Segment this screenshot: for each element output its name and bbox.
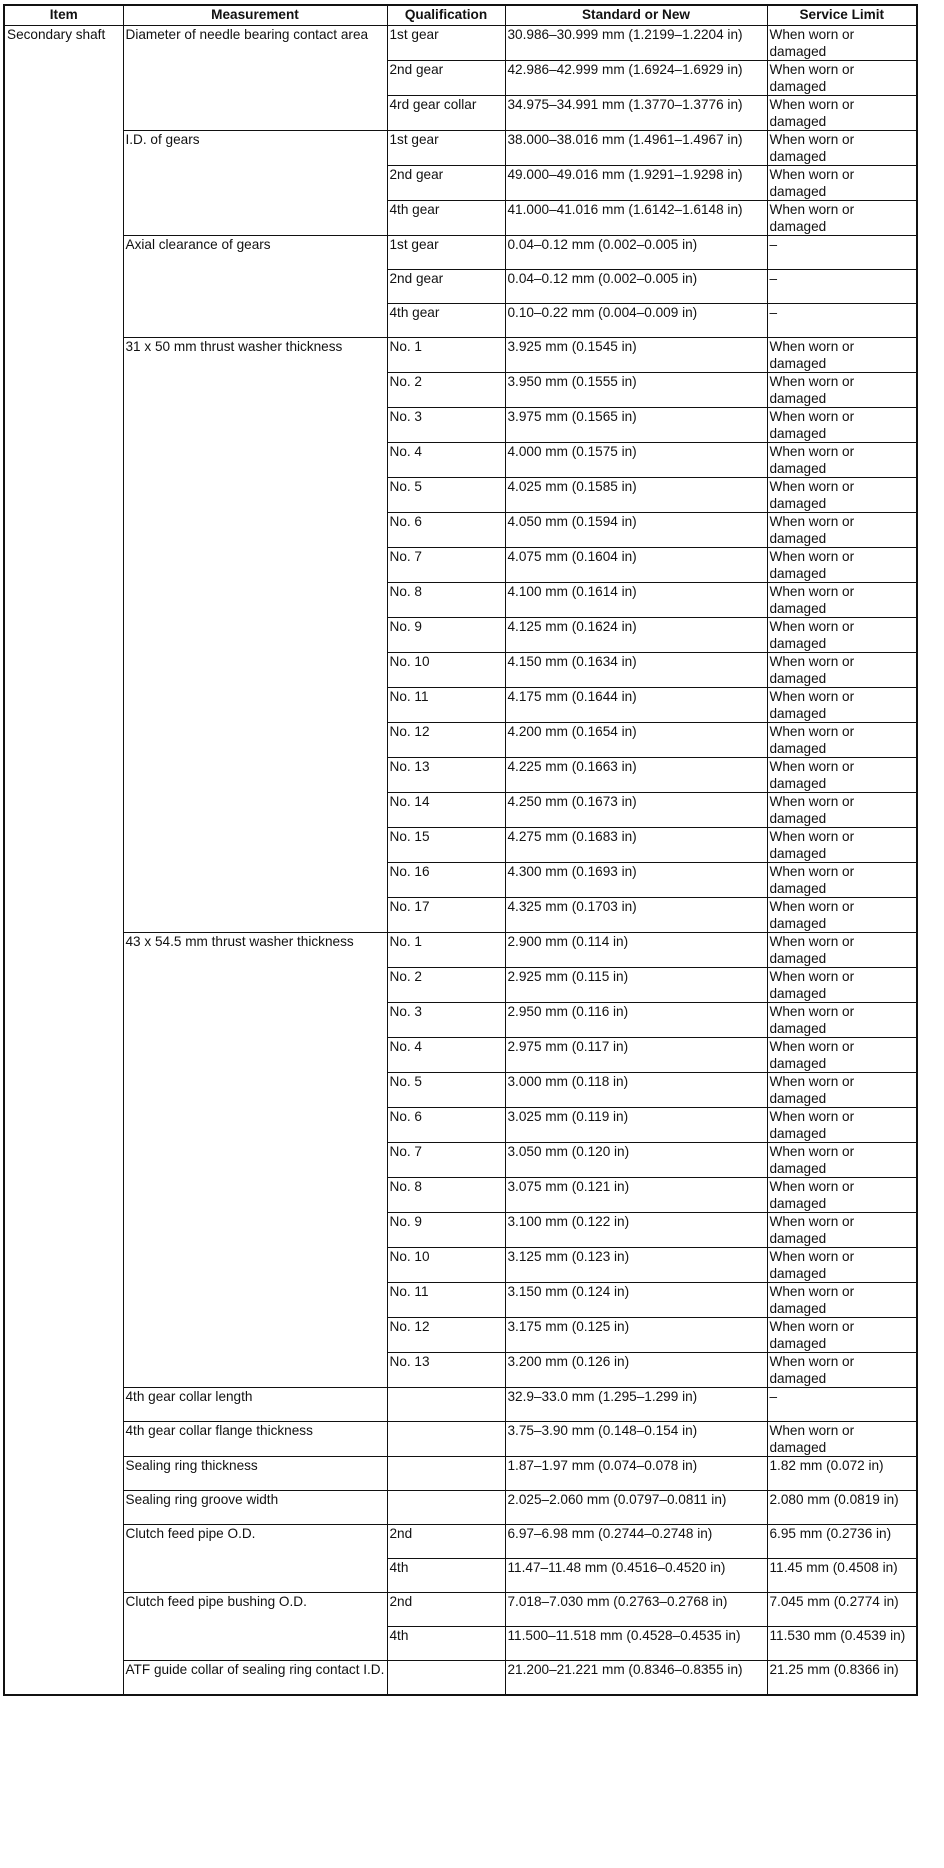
table-row: [4, 1525, 917, 1559]
standard-cell: 3.025 mm (0.119 in): [505, 1108, 767, 1143]
service-limit-cell: 21.25 mm (0.8366 in): [767, 1661, 917, 1695]
service-limit-cell: When worn or damaged: [767, 478, 917, 513]
table-row: [4, 1491, 917, 1525]
measurement-cell: ATF guide collar of sealing ring contact I.D.: [123, 1661, 387, 1695]
table-row: [4, 1457, 917, 1491]
service-limit-cell: When worn or damaged: [767, 688, 917, 723]
qualification-cell: No. 12: [387, 723, 505, 758]
service-limit-cell: When worn or damaged: [767, 1038, 917, 1073]
qualification-cell: 4th gear: [387, 304, 505, 338]
standard-cell: 6.97–6.98 mm (0.2744–0.2748 in): [505, 1525, 767, 1559]
standard-cell: 3.125 mm (0.123 in): [505, 1248, 767, 1283]
qualification-cell: 4rd gear collar: [387, 96, 505, 131]
qualification-cell: 2nd gear: [387, 270, 505, 304]
service-limit-cell: When worn or damaged: [767, 793, 917, 828]
service-limit-cell: When worn or damaged: [767, 443, 917, 478]
service-limit-cell: –: [767, 270, 917, 304]
qualification-cell: No. 5: [387, 1073, 505, 1108]
qualification-cell: No. 1: [387, 338, 505, 373]
service-limit-cell: When worn or damaged: [767, 373, 917, 408]
measurement-cell: 43 x 54.5 mm thrust washer thickness: [123, 933, 387, 1388]
standard-cell: 3.75–3.90 mm (0.148–0.154 in): [505, 1422, 767, 1457]
service-limit-cell: 2.080 mm (0.0819 in): [767, 1491, 917, 1525]
service-limit-cell: When worn or damaged: [767, 61, 917, 96]
item-cell: Secondary shaft: [4, 26, 123, 1695]
qualification-cell: No. 8: [387, 1178, 505, 1213]
table-row: [4, 1661, 917, 1695]
header-measurement: Measurement: [123, 5, 387, 26]
service-limit-cell: When worn or damaged: [767, 338, 917, 373]
standard-cell: 0.10–0.22 mm (0.004–0.009 in): [505, 304, 767, 338]
qualification-cell: No. 3: [387, 408, 505, 443]
qualification-cell: 2nd gear: [387, 61, 505, 96]
table-row: [4, 26, 917, 61]
service-limit-cell: When worn or damaged: [767, 863, 917, 898]
service-limit-cell: When worn or damaged: [767, 898, 917, 933]
standard-cell: 4.125 mm (0.1624 in): [505, 618, 767, 653]
service-limit-cell: When worn or damaged: [767, 548, 917, 583]
table-row: [4, 933, 917, 968]
standard-cell: 30.986–30.999 mm (1.2199–1.2204 in): [505, 26, 767, 61]
qualification-cell: No. 11: [387, 688, 505, 723]
service-limit-cell: When worn or damaged: [767, 653, 917, 688]
measurement-cell: I.D. of gears: [123, 131, 387, 236]
measurement-cell: Clutch feed pipe bushing O.D.: [123, 1593, 387, 1661]
standard-cell: 2.900 mm (0.114 in): [505, 933, 767, 968]
header-standard: Standard or New: [505, 5, 767, 26]
table-row: [4, 236, 917, 270]
standard-cell: 4.175 mm (0.1644 in): [505, 688, 767, 723]
service-limit-cell: When worn or damaged: [767, 1353, 917, 1388]
standard-cell: 4.075 mm (0.1604 in): [505, 548, 767, 583]
qualification-cell: No. 1: [387, 933, 505, 968]
standard-cell: 11.47–11.48 mm (0.4516–0.4520 in): [505, 1559, 767, 1593]
service-limit-cell: When worn or damaged: [767, 828, 917, 863]
standard-cell: 3.100 mm (0.122 in): [505, 1213, 767, 1248]
service-limit-cell: When worn or damaged: [767, 1003, 917, 1038]
service-limit-cell: 11.45 mm (0.4508 in): [767, 1559, 917, 1593]
qualification-cell: No. 17: [387, 898, 505, 933]
qualification-cell: No. 10: [387, 1248, 505, 1283]
standard-cell: 3.000 mm (0.118 in): [505, 1073, 767, 1108]
qualification-cell: No. 6: [387, 513, 505, 548]
standard-cell: 34.975–34.991 mm (1.3770–1.3776 in): [505, 96, 767, 131]
service-limit-cell: When worn or damaged: [767, 1318, 917, 1353]
standard-cell: 4.325 mm (0.1703 in): [505, 898, 767, 933]
standard-cell: 4.200 mm (0.1654 in): [505, 723, 767, 758]
standard-cell: 2.925 mm (0.115 in): [505, 968, 767, 1003]
measurement-cell: Axial clearance of gears: [123, 236, 387, 338]
qualification-cell: No. 7: [387, 1143, 505, 1178]
qualification-cell: No. 10: [387, 653, 505, 688]
qualification-cell: [387, 1457, 505, 1491]
standard-cell: 4.050 mm (0.1594 in): [505, 513, 767, 548]
table-row: [4, 338, 917, 373]
standard-cell: 3.075 mm (0.121 in): [505, 1178, 767, 1213]
header-qualification: Qualification: [387, 5, 505, 26]
qualification-cell: No. 9: [387, 1213, 505, 1248]
qualification-cell: No. 11: [387, 1283, 505, 1318]
service-limit-cell: –: [767, 304, 917, 338]
qualification-cell: 2nd gear: [387, 166, 505, 201]
standard-cell: 4.250 mm (0.1673 in): [505, 793, 767, 828]
service-limit-cell: When worn or damaged: [767, 1108, 917, 1143]
service-limit-cell: When worn or damaged: [767, 758, 917, 793]
standard-cell: 0.04–0.12 mm (0.002–0.005 in): [505, 270, 767, 304]
standard-cell: 3.050 mm (0.120 in): [505, 1143, 767, 1178]
table-row: [4, 1593, 917, 1627]
qualification-cell: 2nd: [387, 1525, 505, 1559]
service-limit-cell: When worn or damaged: [767, 408, 917, 443]
qualification-cell: No. 5: [387, 478, 505, 513]
qualification-cell: 4th: [387, 1559, 505, 1593]
standard-cell: 3.950 mm (0.1555 in): [505, 373, 767, 408]
qualification-cell: 1st gear: [387, 131, 505, 166]
service-limit-cell: When worn or damaged: [767, 618, 917, 653]
table-body: [4, 26, 917, 1695]
qualification-cell: No. 2: [387, 373, 505, 408]
measurement-cell: 4th gear collar length: [123, 1388, 387, 1422]
service-limit-cell: When worn or damaged: [767, 1422, 917, 1457]
qualification-cell: 2nd: [387, 1593, 505, 1627]
standard-cell: 32.9–33.0 mm (1.295–1.299 in): [505, 1388, 767, 1422]
standard-cell: 21.200–21.221 mm (0.8346–0.8355 in): [505, 1661, 767, 1695]
qualification-cell: No. 7: [387, 548, 505, 583]
standard-cell: 38.000–38.016 mm (1.4961–1.4967 in): [505, 131, 767, 166]
service-limit-cell: When worn or damaged: [767, 131, 917, 166]
qualification-cell: No. 9: [387, 618, 505, 653]
standard-cell: 2.975 mm (0.117 in): [505, 1038, 767, 1073]
standard-cell: 1.87–1.97 mm (0.074–0.078 in): [505, 1457, 767, 1491]
standard-cell: 4.150 mm (0.1634 in): [505, 653, 767, 688]
qualification-cell: 1st gear: [387, 26, 505, 61]
service-limit-cell: 1.82 mm (0.072 in): [767, 1457, 917, 1491]
measurement-cell: Sealing ring thickness: [123, 1457, 387, 1491]
qualification-cell: [387, 1422, 505, 1457]
service-limit-cell: 7.045 mm (0.2774 in): [767, 1593, 917, 1627]
service-limit-cell: When worn or damaged: [767, 96, 917, 131]
service-limit-cell: When worn or damaged: [767, 1283, 917, 1318]
service-limit-cell: When worn or damaged: [767, 583, 917, 618]
standard-cell: 3.975 mm (0.1565 in): [505, 408, 767, 443]
measurement-cell: Clutch feed pipe O.D.: [123, 1525, 387, 1593]
standard-cell: 3.150 mm (0.124 in): [505, 1283, 767, 1318]
measurement-cell: 31 x 50 mm thrust washer thickness: [123, 338, 387, 933]
service-limit-cell: When worn or damaged: [767, 1143, 917, 1178]
standard-cell: 2.025–2.060 mm (0.0797–0.0811 in): [505, 1491, 767, 1525]
table-row: [4, 1388, 917, 1422]
qualification-cell: No. 6: [387, 1108, 505, 1143]
qualification-cell: No. 13: [387, 1353, 505, 1388]
header-service-limit: Service Limit: [767, 5, 917, 26]
qualification-cell: [387, 1661, 505, 1695]
service-limit-cell: When worn or damaged: [767, 201, 917, 236]
standard-cell: 42.986–42.999 mm (1.6924–1.6929 in): [505, 61, 767, 96]
service-limit-cell: When worn or damaged: [767, 1248, 917, 1283]
qualification-cell: 4th: [387, 1627, 505, 1661]
standard-cell: 7.018–7.030 mm (0.2763–0.2768 in): [505, 1593, 767, 1627]
standard-cell: 3.925 mm (0.1545 in): [505, 338, 767, 373]
measurement-cell: 4th gear collar flange thickness: [123, 1422, 387, 1457]
service-limit-cell: When worn or damaged: [767, 1178, 917, 1213]
qualification-cell: No. 2: [387, 968, 505, 1003]
qualification-cell: No. 4: [387, 443, 505, 478]
table-row: [4, 131, 917, 166]
qualification-cell: No. 12: [387, 1318, 505, 1353]
service-limit-cell: When worn or damaged: [767, 968, 917, 1003]
specification-table: [3, 4, 918, 1696]
standard-cell: 41.000–41.016 mm (1.6142–1.6148 in): [505, 201, 767, 236]
service-limit-cell: When worn or damaged: [767, 1213, 917, 1248]
standard-cell: 2.950 mm (0.116 in): [505, 1003, 767, 1038]
measurement-cell: Diameter of needle bearing contact area: [123, 26, 387, 131]
qualification-cell: 1st gear: [387, 236, 505, 270]
qualification-cell: [387, 1388, 505, 1422]
qualification-cell: No. 4: [387, 1038, 505, 1073]
standard-cell: 11.500–11.518 mm (0.4528–0.4535 in): [505, 1627, 767, 1661]
standard-cell: 4.000 mm (0.1575 in): [505, 443, 767, 478]
service-limit-cell: 11.530 mm (0.4539 in): [767, 1627, 917, 1661]
qualification-cell: 4th gear: [387, 201, 505, 236]
service-limit-cell: When worn or damaged: [767, 933, 917, 968]
header-item: Item: [4, 5, 123, 26]
qualification-cell: No. 15: [387, 828, 505, 863]
qualification-cell: No. 16: [387, 863, 505, 898]
qualification-cell: [387, 1491, 505, 1525]
qualification-cell: No. 14: [387, 793, 505, 828]
service-limit-cell: When worn or damaged: [767, 723, 917, 758]
standard-cell: 4.100 mm (0.1614 in): [505, 583, 767, 618]
service-limit-cell: When worn or damaged: [767, 26, 917, 61]
service-limit-cell: When worn or damaged: [767, 1073, 917, 1108]
standard-cell: 4.225 mm (0.1663 in): [505, 758, 767, 793]
standard-cell: 0.04–0.12 mm (0.002–0.005 in): [505, 236, 767, 270]
standard-cell: 4.300 mm (0.1693 in): [505, 863, 767, 898]
measurement-cell: Sealing ring groove width: [123, 1491, 387, 1525]
service-limit-cell: When worn or damaged: [767, 166, 917, 201]
standard-cell: 49.000–49.016 mm (1.9291–1.9298 in): [505, 166, 767, 201]
service-limit-cell: When worn or damaged: [767, 513, 917, 548]
service-limit-cell: –: [767, 236, 917, 270]
header-row: [4, 5, 917, 26]
service-limit-cell: 6.95 mm (0.2736 in): [767, 1525, 917, 1559]
standard-cell: 3.200 mm (0.126 in): [505, 1353, 767, 1388]
qualification-cell: No. 13: [387, 758, 505, 793]
qualification-cell: No. 8: [387, 583, 505, 618]
service-limit-cell: –: [767, 1388, 917, 1422]
standard-cell: 4.275 mm (0.1683 in): [505, 828, 767, 863]
standard-cell: 3.175 mm (0.125 in): [505, 1318, 767, 1353]
standard-cell: 4.025 mm (0.1585 in): [505, 478, 767, 513]
table-row: [4, 1422, 917, 1457]
qualification-cell: No. 3: [387, 1003, 505, 1038]
